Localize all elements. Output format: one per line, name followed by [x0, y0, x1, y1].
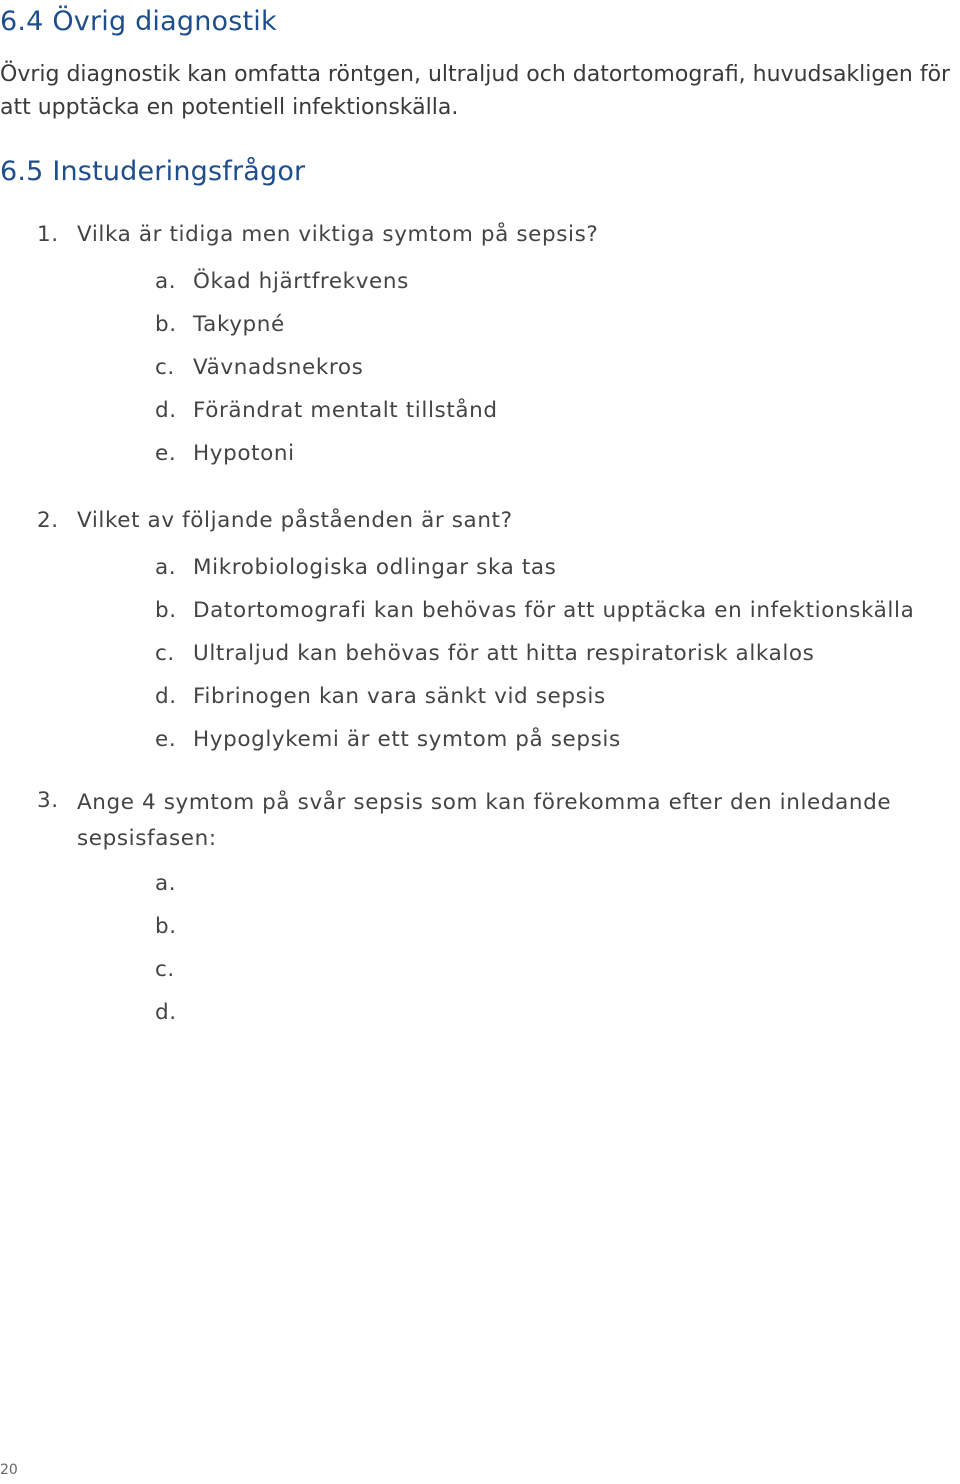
option-text: Fibrinogen kan vara sänkt vid sepsis — [193, 684, 606, 709]
option-letter: d. — [155, 1000, 177, 1025]
section-heading-6-5: 6.5 Instuderingsfrågor — [0, 156, 306, 187]
question-text: Ange 4 symtom på svår sepsis som kan förekomma efter den inledande sepsisfasen: — [77, 790, 892, 851]
option-letter: b. — [155, 598, 177, 623]
option-letter: a. — [155, 555, 177, 580]
option-text: Datortomografi kan behövas för att upptäcka en infektionskälla — [193, 598, 915, 623]
option-text: Mikrobiologiska odlingar ska tas — [193, 555, 557, 580]
page-number: 20 — [0, 1462, 18, 1478]
option-letter: e. — [155, 727, 177, 752]
question-number: 1. — [37, 222, 59, 247]
option-letter: c. — [155, 355, 175, 380]
question-number: 3. — [37, 788, 59, 813]
option-text: Förändrat mentalt tillstånd — [193, 398, 498, 423]
question-number: 2. — [37, 508, 59, 533]
intro-paragraph: Övrig diagnostik kan omfatta röntgen, ultraljud och datortomografi, huvudsakligen för att upptäcka en potentiell infektionskälla. — [0, 62, 951, 120]
option-letter: d. — [155, 398, 177, 423]
question-text: Vilket av följande påståenden är sant? — [77, 508, 513, 533]
option-letter: e. — [155, 441, 177, 466]
option-letter: c. — [155, 957, 175, 982]
option-letter: a. — [155, 269, 177, 294]
option-letter: c. — [155, 641, 175, 666]
option-letter: a. — [155, 871, 177, 896]
option-text: Hypotoni — [193, 441, 295, 466]
option-text: Ultraljud kan behövas för att hitta respiratorisk alkalos — [193, 641, 815, 666]
option-letter: b. — [155, 914, 177, 939]
question-text: Vilka är tidiga men viktiga symtom på sepsis? — [77, 222, 599, 247]
option-text: Hypoglykemi är ett symtom på sepsis — [193, 727, 621, 752]
option-letter: d. — [155, 684, 177, 709]
option-text: Vävnadsnekros — [193, 355, 364, 380]
option-text: Ökad hjärtfrekvens — [193, 269, 409, 294]
option-text: Takypné — [193, 312, 285, 337]
option-letter: b. — [155, 312, 177, 337]
section-heading-6-4: 6.4 Övrig diagnostik — [0, 6, 277, 37]
